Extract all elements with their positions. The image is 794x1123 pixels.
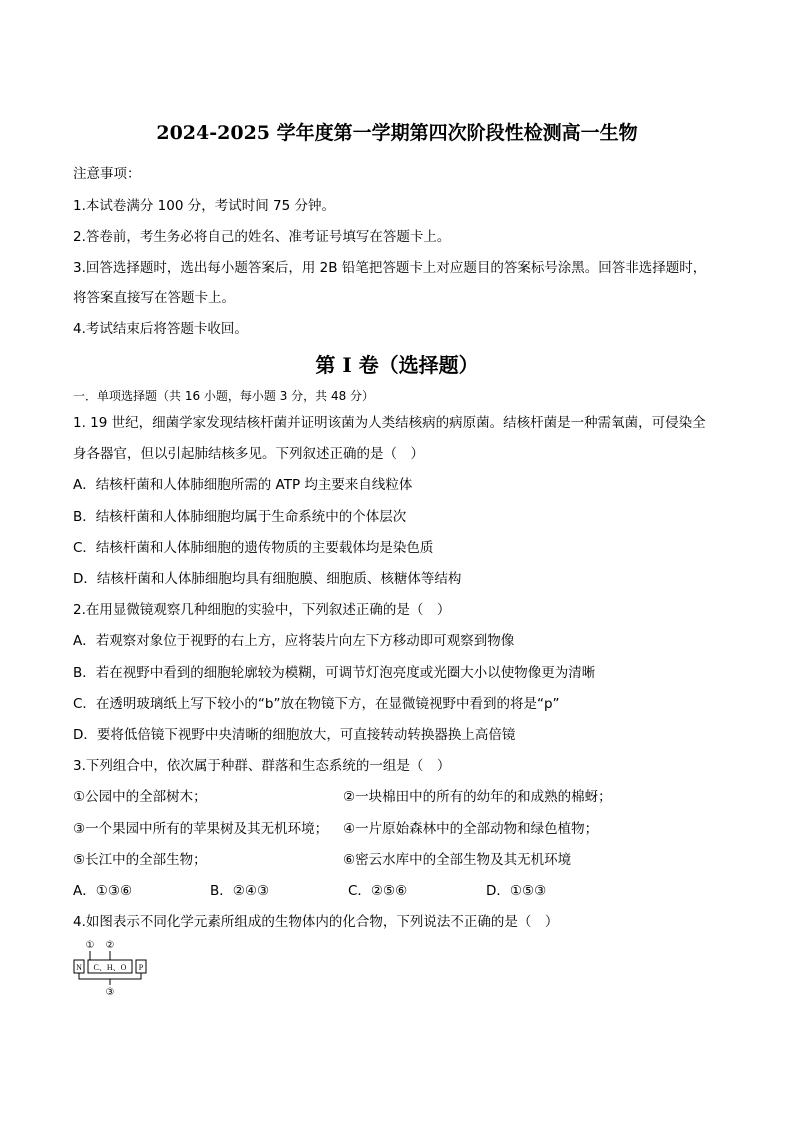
- q3-stem: 3.下列组合中，依次属于种群、群落和生态系统的一组是（ ）: [73, 758, 451, 774]
- q2-option-c: C．在透明玻璃纸上写下较小的“b”放在物镜下方，在显微镜视野中看到的将是“p”: [73, 696, 560, 712]
- q3-option-c: C．②⑤⑥: [348, 883, 408, 899]
- note-item-3: 3.回答选择题时，选出每小题答案后，用 2B 铅笔把答题卡上对应题目的答案标号涂黑。回答非选择题时，: [73, 260, 707, 276]
- q1-option-d: D．结核杆菌和人体肺细胞均具有细胞膜、细胞质、核糖体等结构: [73, 571, 462, 587]
- q3-item-2: ②一块棉田中的所有的幼年的和成熟的棉蚜；: [343, 789, 612, 805]
- note-item-2: 2.答卷前，考生务必将自己的姓名、准考证号填写在答题卡上。: [73, 229, 451, 245]
- q1-stem-line1: 1. 19 世纪，细菌学家发现结核杆菌并证明该菌为人类结核病的病原菌。结核杆菌是一种需氧菌，可侵染全: [73, 415, 706, 431]
- q3-item-4: ④一片原始森林中的全部动物和绿色植物；: [343, 821, 599, 837]
- diagram-label-3: ③: [105, 987, 115, 998]
- diagram-box-left: N: [76, 963, 82, 972]
- q2-option-a: A．若观察对象位于视野的右上方，应将装片向左下方移动即可观察到物像: [73, 633, 515, 649]
- section-title: 第 I 卷（选择题）: [315, 353, 479, 377]
- diagram-box-right: P: [138, 963, 144, 972]
- note-item-3-cont: 将答案直接写在答题卡上。: [73, 290, 235, 306]
- note-item-1: 1.本试卷满分 100 分，考试时间 75 分钟。: [73, 198, 335, 214]
- q3-item-6: ⑥密云水库中的全部生物及其无机环境: [343, 852, 572, 868]
- q4-diagram: [70, 936, 160, 998]
- note-item-4: 4.考试结束后将答题卡收回。: [73, 321, 248, 337]
- part-header: 一．单项选择题（共 16 小题，每小题 3 分，共 48 分）: [73, 389, 375, 403]
- q2-option-d: D．要将低倍镜下视野中央清晰的细胞放大，可直接转动转换器换上高倍镜: [73, 727, 516, 743]
- q3-option-d: D．①⑤③: [486, 883, 547, 899]
- page-title: 2024-2025 学年度第一学期第四次阶段性检测高一生物: [156, 122, 638, 144]
- q1-option-a: A．结核杆菌和人体肺细胞所需的 ATP 均主要来自线粒体: [73, 477, 413, 493]
- q3-item-3: ③一个果园中所有的苹果树及其无机环境；: [73, 821, 329, 837]
- diagram-box-center: C、H、O: [93, 963, 127, 972]
- notes-header: 注意事项：: [73, 166, 141, 182]
- diagram-label-1: ①: [85, 940, 95, 951]
- q3-option-a: A．①③⑥: [73, 883, 133, 899]
- q3-item-5: ⑤长江中的全部生物；: [73, 852, 207, 868]
- q1-option-b: B．结核杆菌和人体肺细胞均属于生命系统中的个体层次: [73, 509, 407, 525]
- diagram-label-2: ②: [105, 940, 115, 951]
- q3-item-1: ①公园中的全部树木；: [73, 789, 207, 805]
- q1-stem-line2: 身各器官，但以引起肺结核多见。下列叙述正确的是（ ）: [73, 446, 424, 462]
- q2-stem: 2.在用显微镜观察几种细胞的实验中，下列叙述正确的是（ ）: [73, 602, 451, 618]
- q3-option-b: B．②④③: [210, 883, 270, 899]
- q2-option-b: B．若在视野中看到的细胞轮廓较为模糊，可调节灯泡亮度或光圈大小以使物像更为清晰: [73, 665, 596, 681]
- q4-stem: 4.如图表示不同化学元素所组成的生物体内的化合物，下列说法不正确的是（ ）: [73, 914, 559, 930]
- q1-option-c: C．结核杆菌和人体肺细胞的遗传物质的主要载体均是染色质: [73, 540, 434, 556]
